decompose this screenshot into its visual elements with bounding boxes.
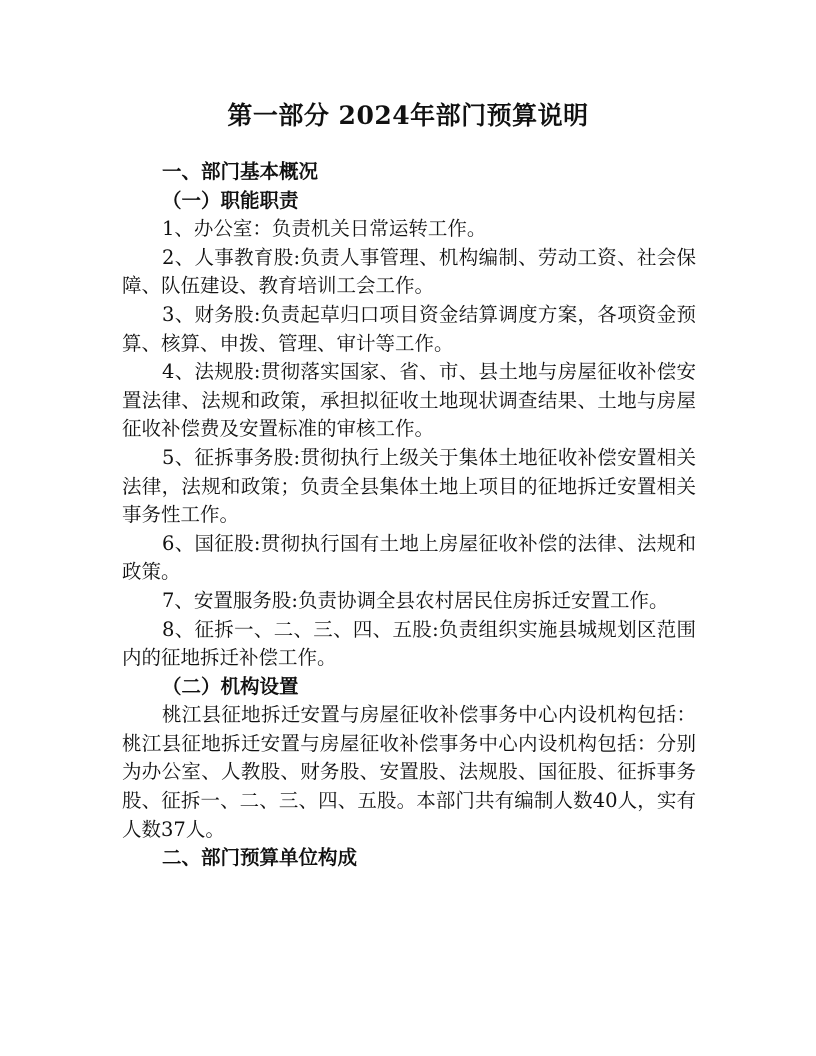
duty-item-5: 5、征拆事务股:贯彻执行上级关于集体土地征收补偿安置相关法律，法规和政策；负责全县集体土地上项目的征地拆迁安置相关事务性工作。 [122,445,696,527]
duty-item-4: 4、法规股:贯彻落实国家、省、市、县土地与房屋征收补偿安置法律、法规和政策，承担拟征收土地现状调查结果、土地与房屋征收补偿费及安置标准的审核工作。 [122,360,696,441]
section-heading-1: 一、部门基本概况 [162,160,319,183]
organization-paragraph: 桃江县征地拆迁安置与房屋征收补偿事务中心内设机构包括：桃江县征地拆迁安置与房屋征收补偿事务中心内设机构包括：分别为办公室、人教股、财务股、安置股、法规股、国征股、征拆事务股、征拆一、二、三、四、五股。本部门共有编制人数40人，实有人数37人。 [122,703,696,841]
duty-item-3: 3、财务股:负责起草归口项目资金结算调度方案，各项资金预算、核算、申拨、管理、审计等工作。 [122,302,696,355]
document-body [122,158,696,873]
duty-item-7: 7、安置服务股:负责协调全县农村居民住房拆迁安置工作。 [162,588,669,612]
duty-item-6: 6、国征股:贯彻执行国有土地上房屋征收补偿的法律、法规和政策。 [122,531,696,584]
section-heading-2: 二、部门预算单位构成 [162,846,358,870]
subsection-heading-organization: （二）机构设置 [162,674,299,698]
duty-item-8: 8、征拆一、二、三、四、五股:负责组织实施县城规划区范围内的征地拆迁补偿工作。 [122,617,696,670]
duty-item-2: 2、人事教育股:负责人事管理、机构编制、劳动工资、社会保障、队伍建设、教育培训工会工作。 [122,245,696,298]
page-title: 第一部分 2024年部门预算说明 [227,101,589,130]
duty-item-1: 1、办公室：负责机关日常运转工作。 [162,217,487,241]
subsection-heading-duties: （一）职能职责 [162,188,299,212]
